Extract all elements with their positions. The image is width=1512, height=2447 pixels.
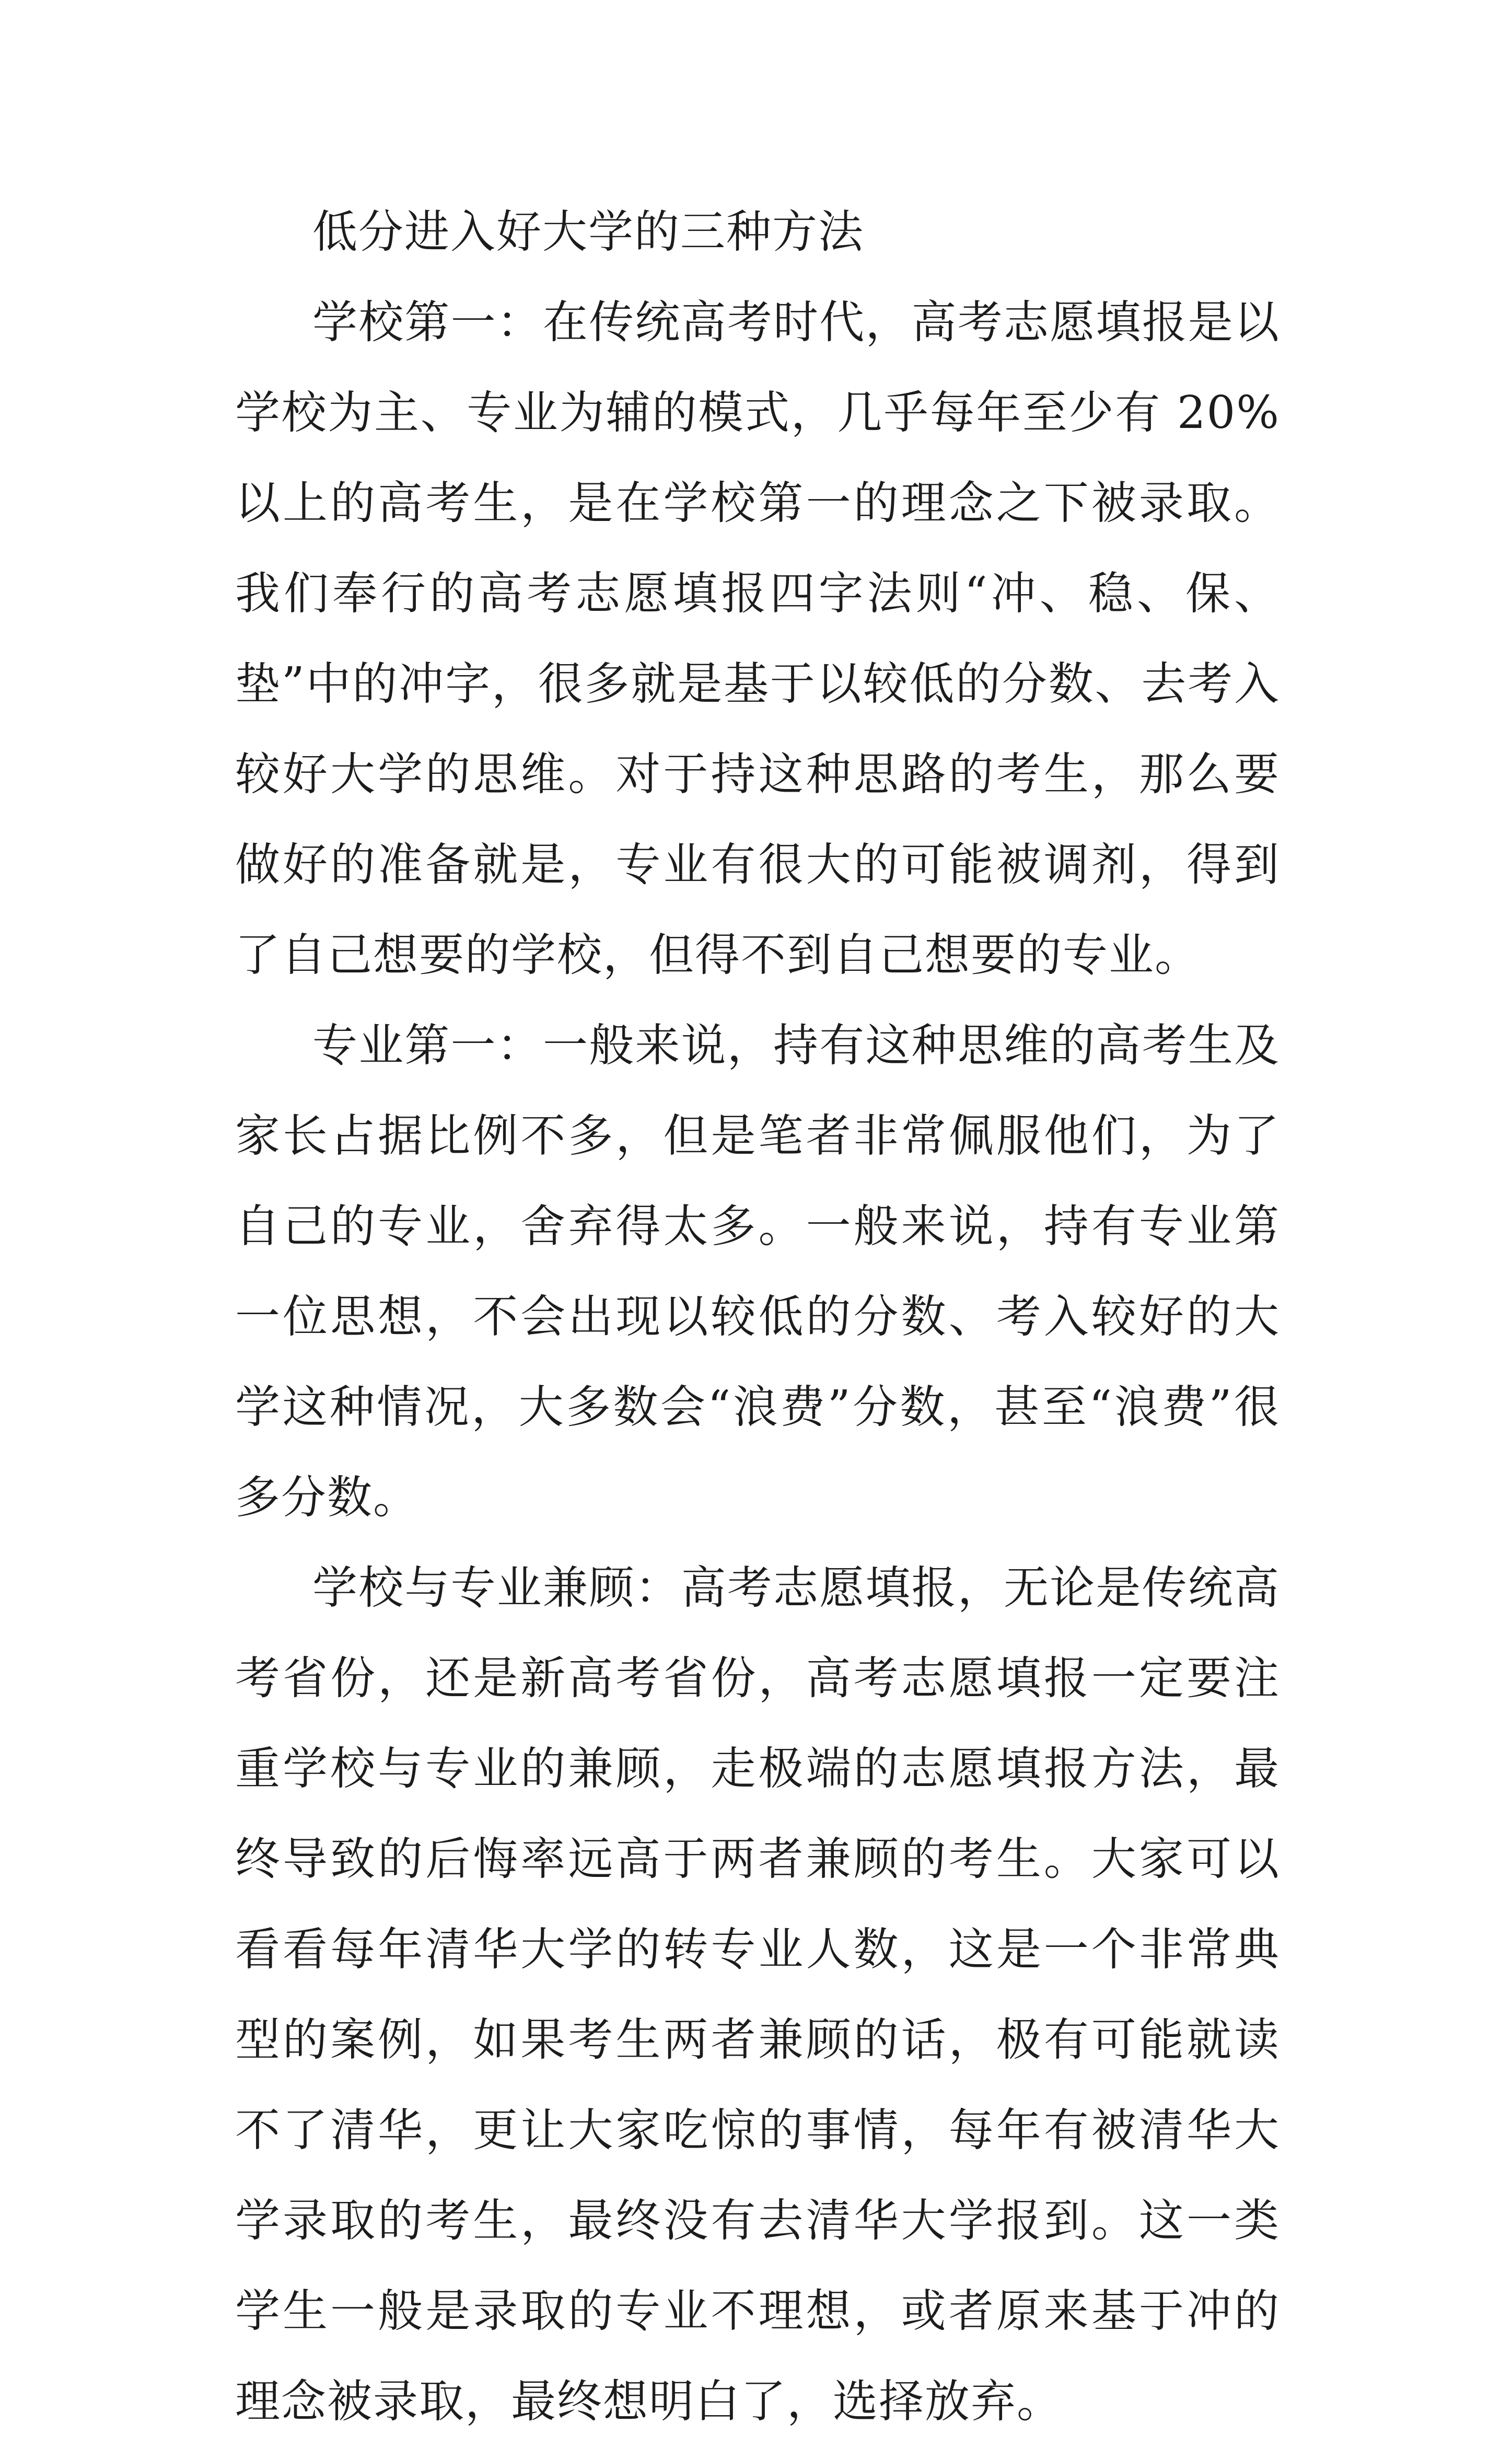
paragraph-balance: 学校与专业兼顾：高考志愿填报，无论是传统高考省份，还是新高考省份，高考志愿填报一定要注重学校与专业的兼顾，走极端的志愿填报方法，最终导致的后悔率远高于两者兼顾的考生。大家可以看看每年清华大学的转专业人数，这是一个非常典型的案例，如果考生两者兼顾的话，极有可能就读不了清华，更让大家吃惊的事情，每年有被清华大学录取的考生，最终没有去清华大学报到。这一类学生一般是录取的专业不理想，或者原来基于冲的理念被录取，最终想明白了，选择放弃。 — [235, 1562, 1280, 2428]
document-title: 低分进入好大学的三种方法 — [312, 206, 864, 258]
paragraph-major-first: 专业第一：一般来说，持有这种思维的高考生及家长占据比例不多，但是笔者非常佩服他们，为了自己的专业，舍弃得太多。一般来说，持有专业第一位思想，不会出现以较低的分数、考入较好的大学这种情况，大多数会“浪费”分数，甚至“浪费”很多分数。 — [235, 1019, 1280, 1524]
paragraph-school-first: 学校第一：在传统高考时代，高考志愿填报是以学校为主、专业为辅的模式，几乎每年至少有 20%以上的高考生，是在学校第一的理念之下被录取。我们奉行的高考志愿填报四字法则“冲、稳、保、垫”中的冲字，很多就是基于以较低的分数、去考入较好大学的思维。对于持这种思路的考生，那么要做好的准备就是，专业有很大的可能被调剂，得到了自己想要的学校，但得不到自己想要的专业。 — [235, 296, 1280, 981]
document-body — [235, 187, 1280, 2447]
